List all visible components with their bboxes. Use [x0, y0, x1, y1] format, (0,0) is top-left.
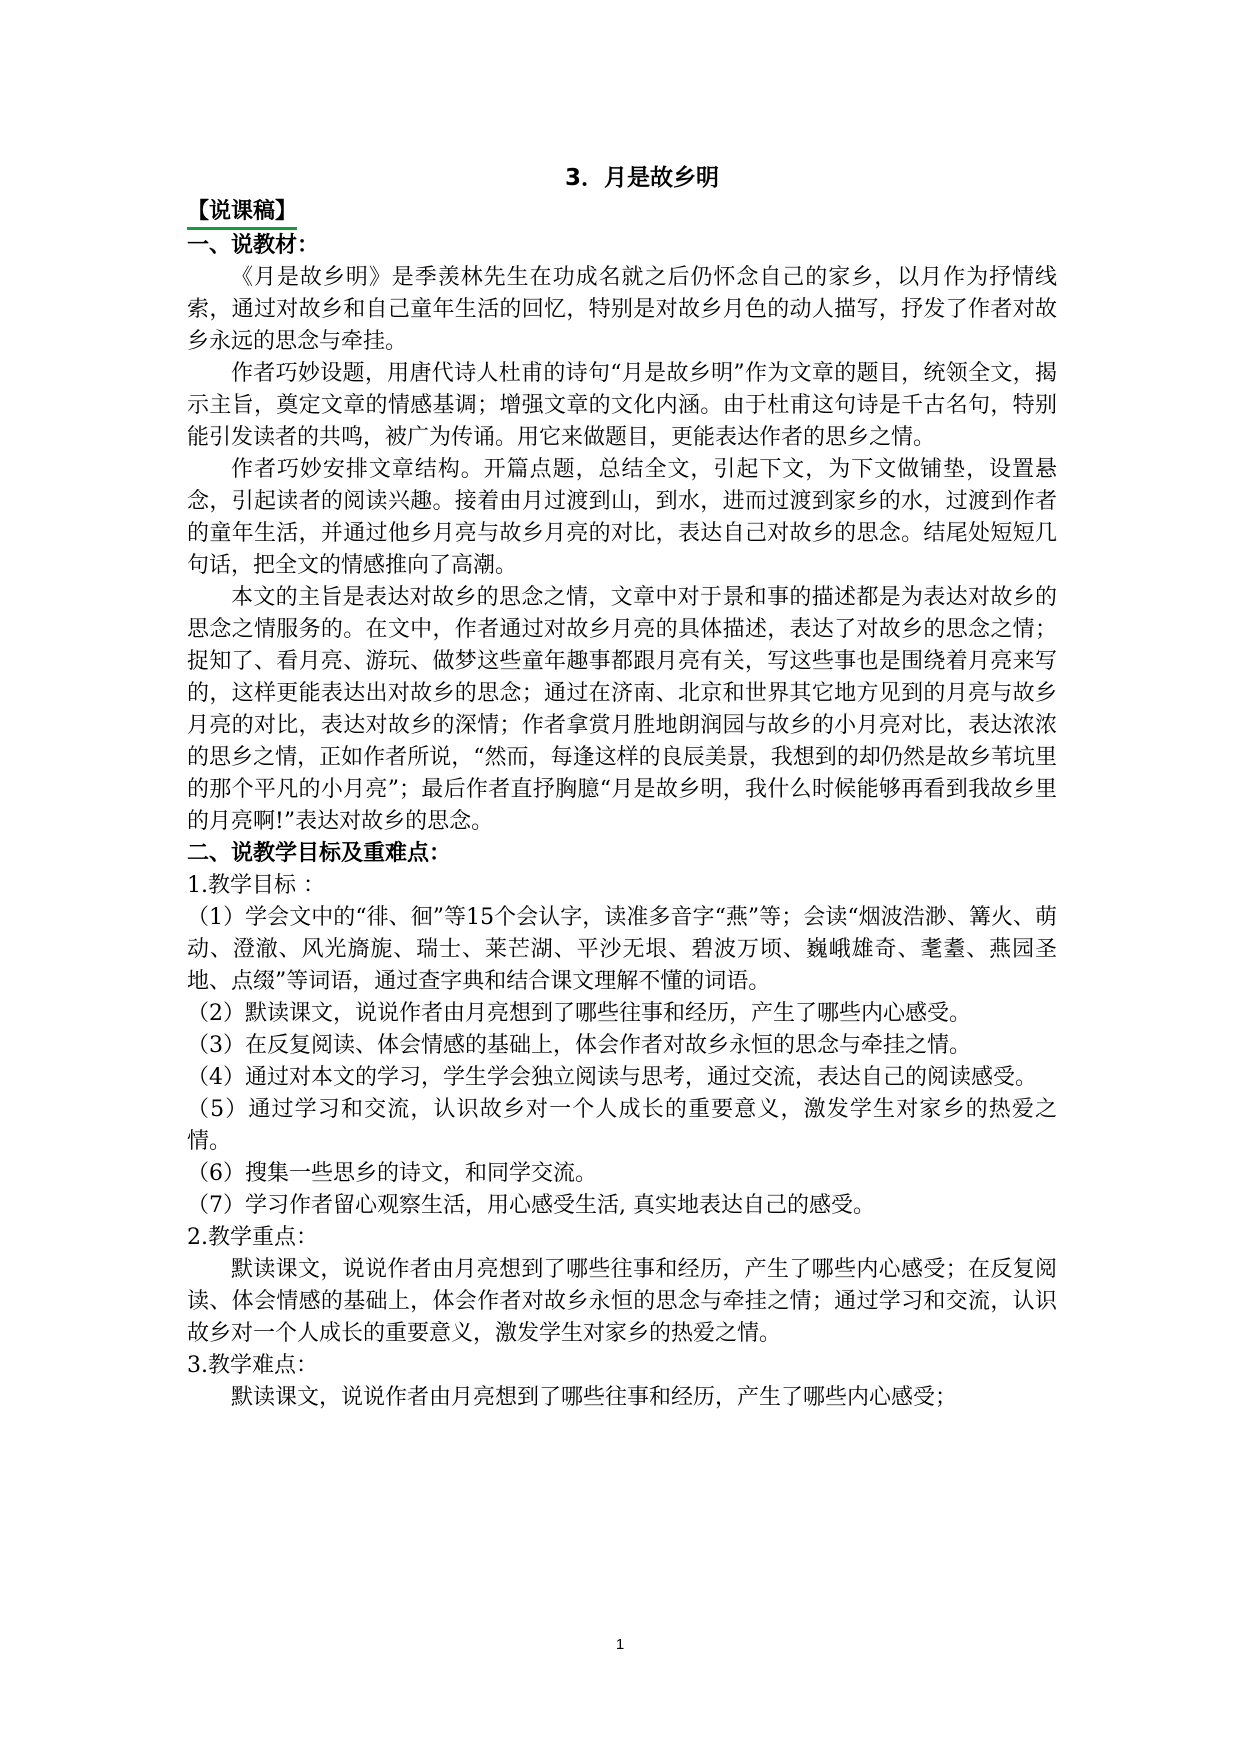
- part1-paragraph: 本文的主旨是表达对故乡的思念之情，文章中对于景和事的描述都是为表达对故乡的思念之情服务的。在文中，作者通过对故乡月亮的具体描述，表达了对故乡的思念之情；捉知了、看月亮、游玩、做梦这些童年趣事都跟月亮有关，写这些事也是围绕着月亮来写的，这样更能表达出对故乡的思念；通过在济南、北京和世界其它地方见到的月亮与故乡月亮的对比，表达对故乡的深情；作者拿赏月胜地朗润园与故乡的小月亮对比，表达浓浓的思乡之情，正如作者所说，“然而，每逢这样的良辰美景，我想到的却仍然是故乡苇坑里的那个平凡的小月亮”；最后作者直抒胸臆“月是故乡明，我什么时候能够再看到我故乡里的月亮啊!”表达对故乡的思念。: [187, 585, 1058, 834]
- goal-item: （5）通过学习和交流，认识故乡对一个人成长的重要意义，激发学生对家乡的热爱之情。: [187, 1097, 1057, 1154]
- goal-item: （2）默读课文，说说作者由月亮想到了哪些往事和经历，产生了哪些内心感受。: [187, 1001, 971, 1026]
- part1-paragraph: 《月是故乡明》是季羡林先生在功成名就之后仍怀念自己的家乡，以月作为抒情线索，通过对故乡和自己童年生活的回忆，特别是对故乡月色的动人描写，抒发了作者对故乡永远的思念与牵挂。: [187, 265, 1057, 354]
- part1-heading: 一、说教材：: [187, 233, 320, 258]
- document-title: 3．月是故乡明: [564, 165, 719, 191]
- goals-heading: 1.教学目标 ：: [187, 873, 325, 898]
- goal-item: （6）搜集一些思乡的诗文，和同学交流。: [187, 1161, 597, 1186]
- goal-item: （4）通过对本文的学习，学生学会独立阅读与思考，通过交流，表达自己的阅读感受。: [187, 1065, 1037, 1090]
- part2-heading: 二、说教学目标及重难点：: [187, 841, 452, 866]
- difficult-points-heading: 3.教学难点：: [187, 1353, 318, 1378]
- part1-paragraph: 作者巧妙安排文章结构。开篇点题，总结全文，引起下文，为下文做铺垫，设置悬念，引起读者的阅读兴趣。接着由月过渡到山，到水，进而过渡到家乡的水，过渡到作者的童年生活，并通过他乡月亮与故乡月亮的对比，表达自己对故乡的思念。结尾处短短几句话，把全文的情感推向了高潮。: [187, 457, 1057, 578]
- goal-item: （7）学习作者留心观察生活，用心感受生活, 真实地表达自己的感受。: [187, 1193, 875, 1218]
- key-points-heading: 2.教学重点：: [187, 1225, 318, 1250]
- goal-item: （3）在反复阅读、体会情感的基础上，体会作者对故乡永恒的思念与牵挂之情。: [187, 1033, 971, 1058]
- section-label: 【说课稿】: [187, 197, 297, 230]
- section-label-row: [187, 196, 1057, 230]
- document-page: [187, 160, 1057, 1414]
- key-points-text: 默读课文，说说作者由月亮想到了哪些往事和经历，产生了哪些内心感受；在反复阅读、体会情感的基础上，体会作者对故乡永恒的思念与牵挂之情；通过学习和交流，认识故乡对一个人成长的重要意义，激发学生对家乡的热爱之情。: [187, 1257, 1057, 1346]
- page-number: 1: [615, 1636, 625, 1653]
- part1-paragraph: 作者巧妙设题，用唐代诗人杜甫的诗句“月是故乡明”作为文章的题目，统领全文，揭示主旨，奠定文章的情感基调；增强文章的文化内涵。由于杜甫这句诗是千古名句，特别能引发读者的共鸣，被广为传诵。用它来做题目，更能表达作者的思乡之情。: [187, 361, 1057, 450]
- goal-item: （1）学会文中的“徘、徊”等15个会认字，读准多音字“燕”等；会读“烟波浩渺、篝火、萌动、澄澈、风光旖旎、瑞士、莱芒湖、平沙无垠、碧波万顷、巍峨雄奇、耄耋、燕园圣地、点缀”等词语，通过查字典和结合课文理解不懂的词语。: [187, 905, 1057, 994]
- difficult-points-text: 默读课文，说说作者由月亮想到了哪些往事和经历，产生了哪些内心感受；: [231, 1385, 958, 1410]
